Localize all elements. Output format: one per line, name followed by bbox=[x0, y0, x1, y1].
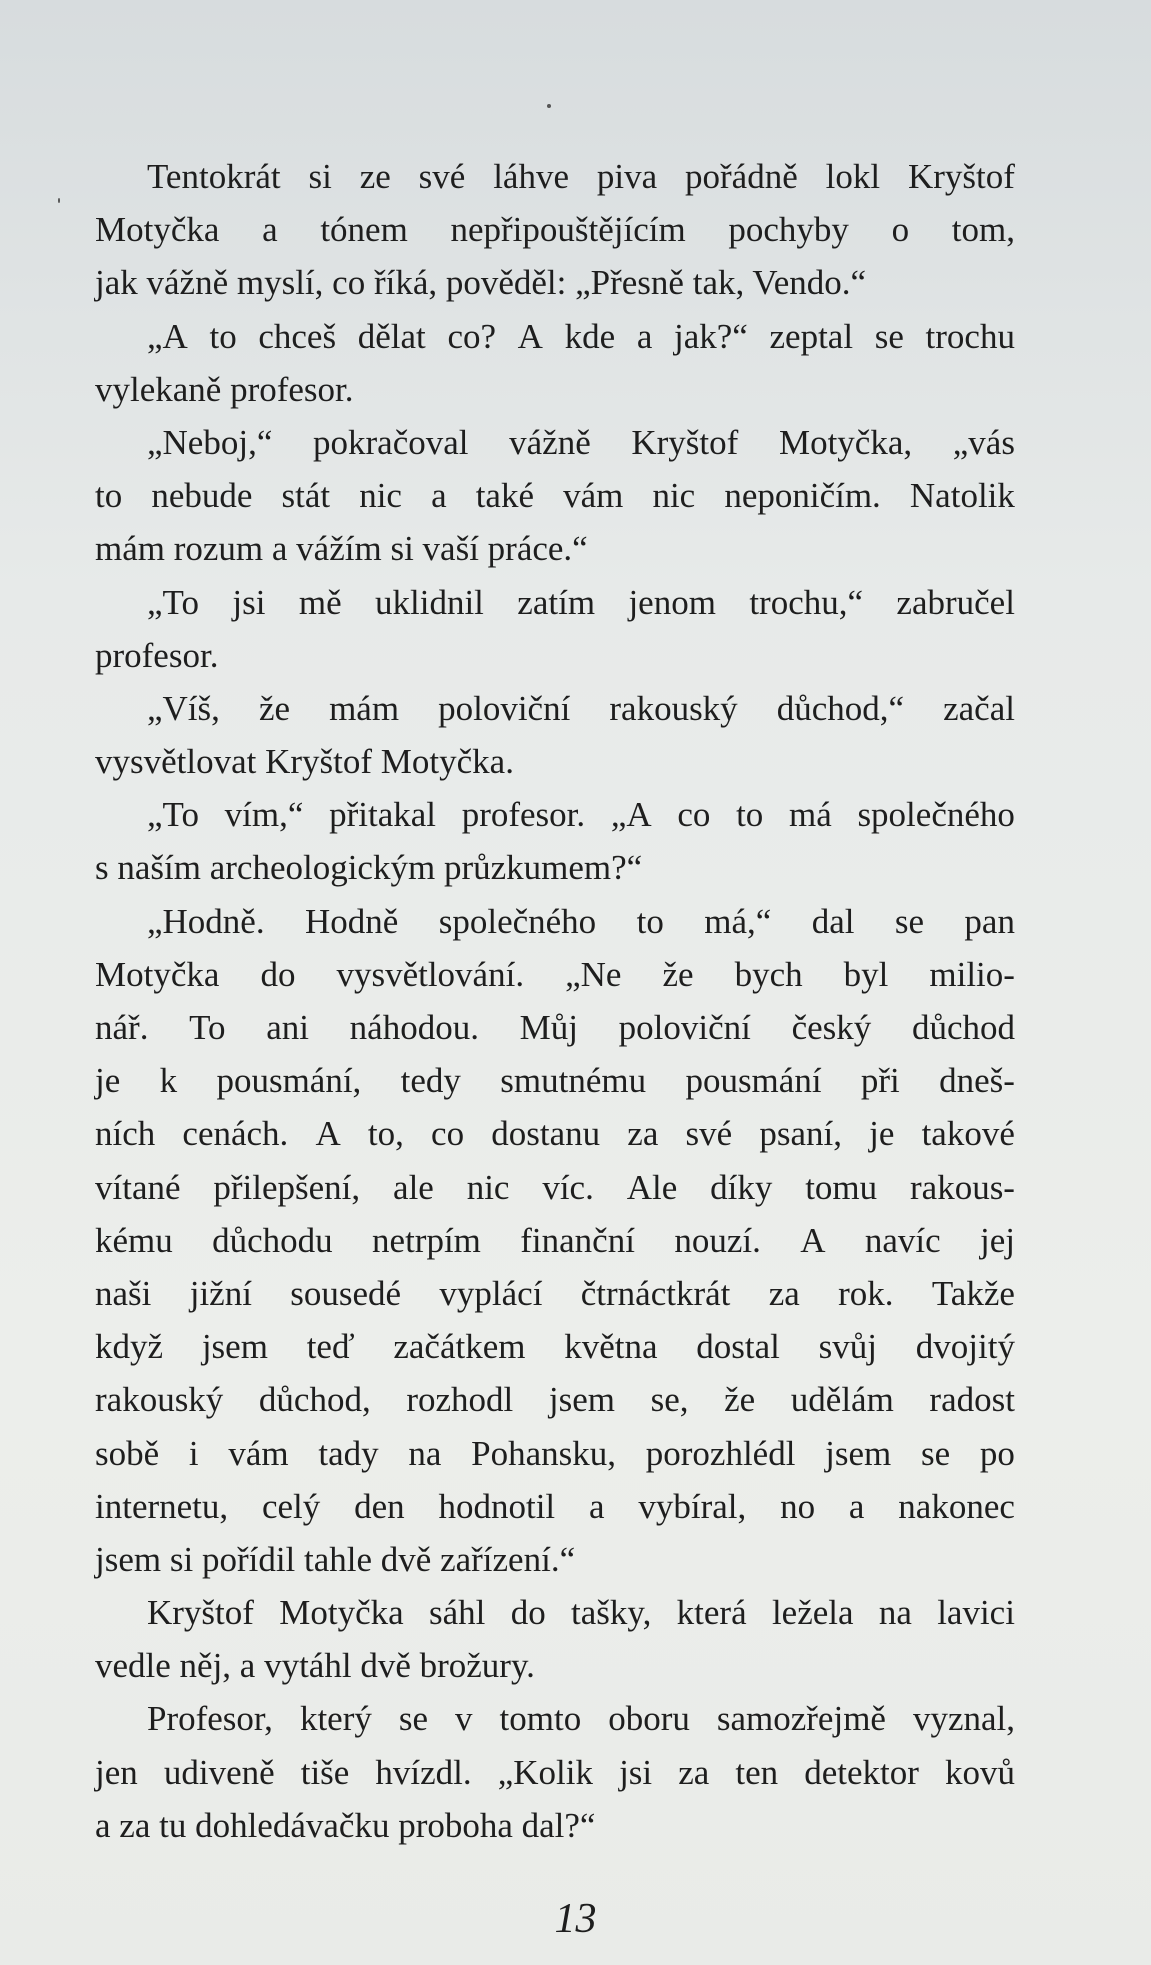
paragraph bbox=[95, 788, 1015, 894]
text-line: jen udiveně tiše hvízdl. „Kolik jsi za ten detektor kovů bbox=[95, 1752, 1015, 1792]
paragraph bbox=[95, 1692, 1015, 1852]
text-line: naši jižní sousedé vyplácí čtrnáctkrát za rok. Takže bbox=[95, 1273, 1015, 1313]
text-line: „To jsi mě uklidnil zatím jenom trochu,“ zabručel bbox=[147, 582, 1015, 622]
text-line: internetu, celý den hodnotil a vybíral, no a nakonec bbox=[95, 1486, 1015, 1526]
paragraph bbox=[95, 1586, 1015, 1692]
body-text bbox=[95, 150, 1015, 1852]
text-line: profesor. bbox=[95, 635, 219, 675]
paragraph bbox=[95, 895, 1015, 1586]
text-line: vysvětlovat Kryštof Motyčka. bbox=[95, 742, 514, 782]
text-line: jak vážně myslí, co říká, pověděl: „Přesně tak, Vendo.“ bbox=[95, 263, 867, 303]
dust-speck bbox=[547, 104, 551, 108]
text-line: je k pousmání, tedy smutnému pousmání při dneš- bbox=[95, 1061, 1015, 1101]
text-line: vítané přilepšení, ale nic víc. Ale díky tomu rakous- bbox=[95, 1167, 1015, 1207]
text-line: Motyčka do vysvětlování. „Ne že bych byl milio- bbox=[95, 954, 1015, 994]
text-line: vedle něj, a vytáhl dvě brožury. bbox=[95, 1646, 535, 1686]
paragraph bbox=[95, 416, 1015, 576]
text-line: Profesor, který se v tomto oboru samozřejmě vyznal, bbox=[147, 1699, 1015, 1739]
text-line: vylekaně profesor. bbox=[95, 369, 354, 409]
paragraph bbox=[95, 310, 1015, 416]
text-line: „Neboj,“ pokračoval vážně Kryštof Motyčka, „vás bbox=[147, 422, 1015, 462]
text-line: „Víš, že mám poloviční rakouský důchod,“ začal bbox=[147, 688, 1015, 728]
text-line: mám rozum a vážím si vaší práce.“ bbox=[95, 529, 588, 569]
text-line: nář. To ani náhodou. Můj poloviční český důchod bbox=[95, 1008, 1015, 1047]
text-line: Motyčka a tónem nepřipouštějícím pochyby o tom, bbox=[95, 210, 1015, 250]
paragraph bbox=[95, 576, 1015, 682]
text-line: „Hodně. Hodně společného to má,“ dal se pan bbox=[147, 901, 1015, 941]
page-number: 13 bbox=[554, 1896, 597, 1942]
text-line: ních cenách. A to, co dostanu za své psaní, je takové bbox=[95, 1114, 1015, 1154]
text-line: a za tu dohledávačku proboha dal?“ bbox=[95, 1805, 596, 1845]
dust-speck bbox=[58, 198, 60, 203]
text-line: sobě i vám tady na Pohansku, porozhlédl jsem se po bbox=[95, 1433, 1015, 1473]
text-line: Kryštof Motyčka sáhl do tašky, která ležela na lavici bbox=[147, 1593, 1015, 1633]
text-line: rakouský důchod, rozhodl jsem se, že udělám radost bbox=[95, 1380, 1015, 1420]
paragraph bbox=[95, 150, 1015, 310]
text-line: „A to chceš dělat co? A kde a jak?“ zeptal se trochu bbox=[147, 316, 1015, 356]
text-line: „To vím,“ přitakal profesor. „A co to má společného bbox=[147, 795, 1015, 835]
text-line: kému důchodu netrpím finanční nouzí. A navíc jej bbox=[95, 1220, 1015, 1260]
text-line: když jsem teď začátkem května dostal svůj dvojitý bbox=[95, 1327, 1015, 1367]
text-line: s naším archeologickým průzkumem?“ bbox=[95, 848, 643, 888]
paragraph bbox=[95, 682, 1015, 788]
text-line: Tentokrát si ze své láhve piva pořádně lokl Kryštof bbox=[147, 157, 1015, 196]
text-line: to nebude stát nic a také vám nic neponičím. Natolik bbox=[95, 476, 1015, 516]
text-line: jsem si pořídil tahle dvě zařízení.“ bbox=[95, 1539, 576, 1579]
